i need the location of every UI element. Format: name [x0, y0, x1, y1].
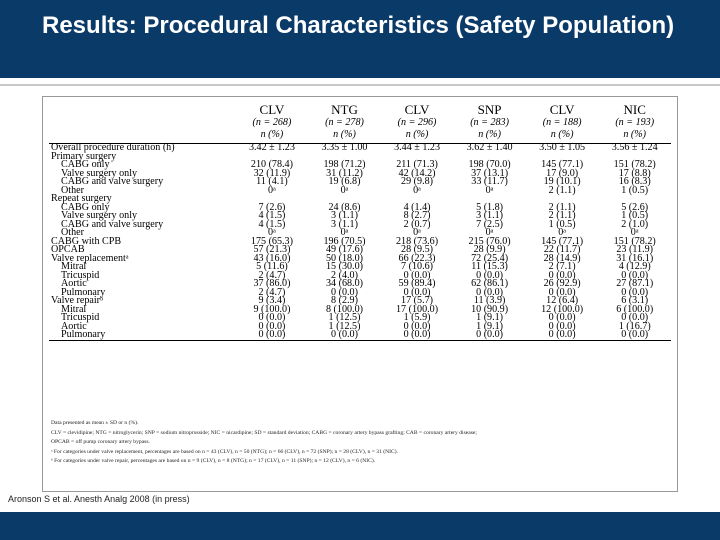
- table-cell: 31 (11.2): [326, 167, 363, 179]
- table-cell: 0 (0.0): [331, 286, 358, 298]
- table-cell: 0 (0.0): [381, 331, 454, 340]
- table-cell: 0 (0.0): [476, 269, 504, 281]
- row-label: Valve replacementᵃ: [51, 252, 129, 264]
- row-label: Repeat surgery: [51, 193, 112, 204]
- table-cell: 1 (9.1): [476, 312, 504, 323]
- table-cell: 34 (68.0): [325, 278, 363, 289]
- table-cell: 28 (9.5): [401, 244, 434, 255]
- table-cell: 0ᵃ: [485, 184, 494, 196]
- table-cell: 15 (30.0): [325, 261, 363, 272]
- table-cell: 218 (73.6): [396, 235, 439, 247]
- table-cell: 198 (70.0): [468, 159, 511, 170]
- table-cell: 16 (8.3): [618, 176, 651, 187]
- table-cell: 2 (1.1): [548, 201, 576, 213]
- table-cell: 1 (5.9): [403, 312, 431, 323]
- column-n: (n = 268): [252, 117, 292, 128]
- table-cell: 62 (86.1): [471, 278, 509, 289]
- table-cell: 151 (78.2): [613, 235, 656, 247]
- table-cell: 2 (4.0): [331, 269, 358, 281]
- row-label: Tricuspid: [61, 312, 100, 323]
- column-n: (n = 296): [397, 117, 437, 128]
- table-cell: 29 (9.8): [401, 176, 434, 187]
- table-cell: 0ᵃ: [413, 184, 421, 196]
- table-cell: 3.35 ± 1.00: [321, 142, 368, 153]
- table-cell: 7 (10.6): [401, 261, 434, 272]
- table-cell: 3.62 ± 1.40: [466, 142, 513, 153]
- column-n: (n = 188): [542, 117, 582, 128]
- table-cell: 9 (100.0): [253, 303, 291, 315]
- table-cell: 210 (78.4): [250, 159, 293, 170]
- table-cell: 3.44 ± 1.23: [394, 142, 440, 153]
- table-cell: 0 (0.0): [548, 320, 576, 332]
- table-row: [49, 178, 671, 187]
- table-cell: 10 (90.9): [471, 303, 509, 315]
- table-cell: 0 (0.0): [403, 320, 431, 332]
- column-unit: n (%): [381, 129, 454, 144]
- table-cell: 2 (1.1): [548, 210, 576, 221]
- table-cell: 2 (0.7): [403, 218, 431, 230]
- table-cell: 215 (76.0): [468, 235, 511, 247]
- column-header: CLV: [549, 102, 575, 117]
- table-cell: 0ᵃ: [630, 227, 639, 238]
- table-cell: 198 (71.2): [323, 159, 366, 170]
- table-cell: 27 (87.1): [616, 278, 654, 289]
- table-cell: 0 (0.0): [548, 269, 576, 281]
- row-label: Other: [61, 227, 84, 238]
- table-cell: 17 (9.0): [546, 167, 579, 179]
- table-cell: 4 (1.4): [403, 201, 431, 213]
- table-cell: 0ᵃ: [485, 227, 494, 238]
- citation: Aronson S et al. Anesth Analg 2008 (in press): [8, 494, 190, 504]
- table-cell: 4 (1.5): [258, 218, 286, 230]
- column-header: CLV: [259, 102, 285, 117]
- column-unit: n (%): [236, 129, 309, 144]
- table-cell: 0ᵃ: [340, 184, 349, 196]
- table-cell: 0 (0.0): [621, 286, 649, 298]
- table-header-n-row: [49, 117, 671, 129]
- row-label: Aortic: [61, 278, 87, 289]
- table-row: [49, 204, 671, 213]
- row-label: CABG and valve surgery: [61, 218, 164, 230]
- table-body: [49, 144, 671, 341]
- table-cell: 1 (16.7): [618, 320, 651, 332]
- table-cell: 57 (21.3): [253, 244, 291, 255]
- table-cell: 6 (3.1): [621, 295, 649, 306]
- table-cell: 0 (0.0): [621, 312, 649, 323]
- table-cell: 196 (70.5): [323, 235, 366, 247]
- row-label: Pulmonary: [61, 286, 106, 298]
- table-row: [49, 144, 671, 153]
- table-cell: 31 (16.1): [616, 252, 654, 264]
- slide-footer: [0, 512, 720, 540]
- table-row: [49, 306, 671, 315]
- table-row: [49, 331, 671, 340]
- header-divider: [0, 84, 720, 86]
- row-label: CABG only: [61, 159, 110, 170]
- table-cell: 0ᵃ: [340, 227, 349, 238]
- table-cell: 0 (0.0): [476, 286, 504, 298]
- table-cell: 3 (1.1): [331, 218, 358, 230]
- table-image: [42, 96, 678, 492]
- table-cell: 28 (9.9): [473, 244, 506, 255]
- table-cell: 5 (11.6): [256, 261, 288, 272]
- table-cell: 23 (11.9): [616, 244, 654, 255]
- row-label: Primary surgery: [51, 150, 117, 162]
- footnote-line: OPCAB = off pump coronary artery bypass.: [51, 439, 150, 445]
- table-cell: 0 (0.0): [453, 331, 526, 340]
- row-label: CABG and valve surgery: [61, 176, 164, 187]
- table-cell: 12 (100.0): [541, 303, 584, 315]
- table-row: [49, 263, 671, 272]
- column-header: CLV: [404, 102, 430, 117]
- row-label: CABG with CPB: [51, 235, 122, 247]
- procedural-characteristics-table: [49, 103, 671, 341]
- table-cell: 8 (2.7): [403, 210, 431, 221]
- table-cell: 2 (4.7): [258, 269, 286, 281]
- row-label: Valve surgery only: [61, 210, 138, 221]
- row-label: OPCAB: [51, 244, 85, 255]
- table-cell: 26 (92.9): [543, 278, 581, 289]
- table-cell: 28 (14.9): [543, 252, 581, 264]
- footnote-line: Data presented as mean ± SD or n (%).: [51, 420, 139, 426]
- table-cell: 0 (0.0): [526, 331, 599, 340]
- row-label: Valve surgery only: [61, 167, 138, 179]
- table-cell: 50 (18.0): [325, 252, 363, 264]
- table-cell: 8 (100.0): [325, 303, 363, 315]
- table-cell: 2 (7.1): [548, 261, 576, 272]
- table-cell: 0 (0.0): [598, 331, 671, 340]
- row-label: Other: [61, 184, 84, 196]
- footnote-line: ᵃ For categories under valve replacement, percentages are based on n = 43 (CLV), n = 50 (NTG); n = 66 (CLV), n = 72 (SNP); n = 28 (CLV), n = 31 (NIC).: [51, 448, 398, 455]
- table-cell: 4 (12.9): [618, 261, 651, 272]
- table-cell: 66 (22.3): [398, 252, 436, 264]
- table-row: [49, 221, 671, 230]
- table-cell: 12 (6.4): [546, 295, 579, 306]
- row-label: CABG only: [61, 201, 110, 213]
- table-cell: 72 (25.4): [471, 252, 509, 264]
- footnote-line: ᵇ For categories under valve repair, percentages are based on n = 9 (CLV), n = 8 (NTG); n = 17 (CLV), n = 11 (SNP); n = 12 (CLV), n = 6 (NIC).: [51, 458, 376, 464]
- row-label: Pulmonary: [49, 331, 236, 340]
- table-cell: 151 (78.2): [613, 159, 656, 170]
- table-header-row: [49, 103, 671, 117]
- table-row: [49, 187, 671, 196]
- table-cell: 0 (0.0): [403, 286, 431, 298]
- row-label: Mitral: [61, 303, 87, 315]
- table-cell: 2 (1.1): [548, 184, 576, 196]
- row-label: Tricuspid: [61, 269, 100, 281]
- table-cell: 3 (1.1): [476, 210, 504, 221]
- table-cell: 59 (89.4): [398, 278, 436, 289]
- table-row: [49, 280, 671, 289]
- column-header: NIC: [623, 102, 646, 117]
- table-cell: 2 (4.7): [258, 286, 286, 298]
- table-cell: 3.42 ± 1.23: [248, 142, 295, 153]
- table-cell: 7 (2.5): [476, 218, 504, 230]
- table-cell: 0ᵃ: [268, 227, 276, 238]
- table-cell: 0ᵃ: [413, 227, 421, 238]
- table-cell: 49 (17.6): [325, 244, 363, 255]
- table-cell: 145 (77.1): [541, 159, 584, 170]
- table-cell: 1 (9.1): [476, 320, 504, 332]
- table-row: [49, 314, 671, 323]
- column-unit: n (%): [526, 129, 599, 144]
- table-cell: 1 (0.5): [621, 210, 649, 221]
- table-cell: 3 (1.1): [331, 210, 358, 221]
- table-cell: 3.56 ± 1.24: [611, 142, 658, 153]
- table-cell: 2 (1.0): [621, 218, 649, 230]
- table-cell: 42 (14.2): [398, 167, 436, 179]
- table-cell: 11 (3.9): [473, 295, 506, 306]
- column-n: (n = 193): [615, 117, 655, 128]
- table-cell: 19 (10.1): [543, 176, 581, 187]
- column-unit: n (%): [598, 129, 671, 144]
- column-unit: n (%): [308, 129, 381, 144]
- table-cell: 7 (2.6): [258, 201, 286, 213]
- table-cell: 211 (71.3): [396, 159, 438, 170]
- row-label: Overall procedure duration (h): [51, 142, 175, 153]
- table-cell: 0 (0.0): [308, 331, 381, 340]
- column-n: (n = 278): [325, 117, 364, 128]
- column-header: SNP: [477, 102, 502, 117]
- table-cell: 11 (4.1): [256, 176, 288, 187]
- table-cell: 17 (100.0): [396, 303, 439, 315]
- table-cell: 33 (11.7): [471, 176, 508, 187]
- table-cell: 4 (1.5): [258, 210, 286, 221]
- table-cell: 17 (8.8): [618, 167, 651, 179]
- column-header: NTG: [331, 102, 358, 117]
- table-cell: 175 (65.3): [250, 235, 293, 247]
- table-cell: 1 (0.5): [548, 218, 576, 230]
- table-cell: 0 (0.0): [258, 320, 286, 332]
- table-cell: 6 (100.0): [616, 303, 654, 315]
- table-cell: 1 (12.5): [328, 320, 361, 332]
- table-row: [49, 195, 671, 204]
- slide-header: [0, 0, 720, 78]
- column-unit: n (%): [453, 129, 526, 144]
- table-cell: 8 (2.9): [331, 295, 358, 306]
- table-cell: 19 (6.8): [328, 176, 361, 187]
- table-cell: 0 (0.0): [548, 312, 576, 323]
- table-cell: 32 (11.9): [253, 167, 291, 179]
- table-cell: 11 (15.3): [471, 261, 508, 272]
- table-cell: 43 (16.0): [253, 252, 291, 264]
- table-cell: 5 (2.6): [621, 201, 649, 213]
- row-label: Aortic: [61, 320, 87, 332]
- table-cell: 37 (86.0): [253, 278, 291, 289]
- table-cell: 37 (13.1): [471, 167, 509, 179]
- table-cell: 5 (1.8): [476, 201, 504, 213]
- column-n: (n = 283): [470, 117, 509, 128]
- table-cell: 0 (0.0): [548, 286, 576, 298]
- table-cell: 1 (12.5): [328, 312, 361, 323]
- footnote-line: CLV = clevidipine; NTG = nitroglycerin; SNP = sodium nitroprusside; NIC = nicardipine; SD = standard deviation; CABG = coronary artery bypass grafting; CAB = coronary artery disease;: [51, 429, 477, 436]
- table-cell: 0 (0.0): [236, 331, 309, 340]
- table-footnotes: [51, 419, 671, 467]
- table-cell: 0ᵃ: [268, 184, 276, 196]
- table-cell: 0 (0.0): [403, 269, 431, 281]
- table-cell: 0ᵃ: [558, 227, 567, 238]
- row-label: Mitral: [61, 261, 87, 272]
- table-cell: 17 (5.7): [401, 295, 434, 306]
- table-cell: 1 (0.5): [621, 184, 649, 196]
- table-cell: 24 (8.6): [328, 201, 361, 213]
- row-label: Valve repairᵇ: [51, 295, 104, 306]
- table-row: [49, 323, 671, 332]
- table-cell: 145 (77.1): [541, 235, 584, 247]
- table-cell: 0 (0.0): [621, 269, 649, 281]
- table-cell: 22 (11.7): [543, 244, 581, 255]
- slide-title: Results: Procedural Characteristics (Safety Population): [42, 12, 675, 39]
- table-cell: 9 (3.4): [258, 295, 286, 306]
- table-cell: 0 (0.0): [258, 312, 286, 323]
- table-cell: 3.50 ± 1.05: [539, 142, 586, 153]
